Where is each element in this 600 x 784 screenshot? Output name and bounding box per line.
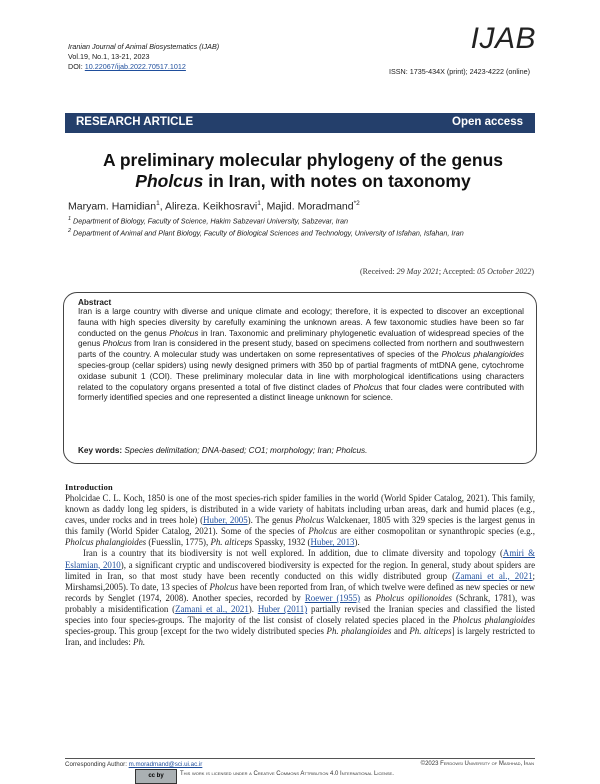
article-banner — [65, 113, 535, 133]
copyright: ©2023 Ferdowsi University of Mashhad, Iran — [420, 761, 534, 767]
corresponding-author — [65, 761, 202, 768]
title-line-1: A preliminary molecular phylogeny of the genus — [103, 150, 503, 170]
issn: ISSN: 1735-434X (print); 2423-4222 (online) — [388, 67, 530, 76]
abstract-heading: Abstract — [78, 298, 112, 307]
citation-link[interactable]: Zamani et al., 2021 — [175, 603, 249, 614]
p2-e: as — [360, 592, 376, 603]
p2-h: partially revised the Iranian species and classified the listed species into four species-groups. The majority of the list consist of closely related species placed in the — [65, 603, 535, 626]
title-genus: Pholcus — [135, 171, 204, 191]
p1-b: ). The genus — [247, 515, 296, 526]
corr-label: Corresponding Author: — [65, 761, 129, 768]
intro-paragraph-1 — [65, 493, 535, 548]
author-1: Maryam. Hamidian — [68, 200, 157, 213]
keywords-label: Key words: — [78, 446, 123, 455]
p2-d: have been reported from Iran, of which twelve were defined as new species or new records by Senglet (1974, 2008). Another species, recorded by — [65, 581, 535, 603]
doi-line — [68, 62, 186, 71]
keywords-text: Species delimitation; DNA-based; CO1; morphology; Iran; Pholcus. — [122, 446, 368, 455]
p2-f: (Schrank, 1781), was probably a misidentification ( — [65, 592, 535, 614]
doi-label: DOI: — [68, 62, 83, 71]
affiliation-2-text: Department of Animal and Plant Biology, Faculty of Biological Sciences and Technology, University of Isfahan, Isfahan, Iran — [71, 228, 464, 238]
journal-name: Iranian Journal of Animal Biosystematics (IJAB) — [68, 42, 220, 51]
p2-it4: Ph. phalangioides — [326, 626, 392, 637]
abstract-s4: species-group (cellar spiders) using newly designed primers with 350 bp of partial fragments of mtDNA gene, cytochrome oxidase subunit 1 (COI). These preliminary molecular data in line with morphological identifications using characters related to the copulatory organs presented a total of five distinct clades of — [78, 360, 524, 392]
author-3: , Majid. Moradmand — [260, 200, 354, 213]
cc-license-badge[interactable]: cc by — [135, 769, 177, 784]
p1-it3: Pholcus phalangioides — [65, 537, 147, 548]
p2-g: ). — [248, 603, 258, 614]
title-line-2 — [68, 171, 538, 192]
abstract-s1: Iran is a large country with diverse and unique climate and ecology; therefore, it is expected to discover an exceptional fauna with high species diversity by carefully examining the unknown areas. A few taxonomic studies have been so far conducted on the genus — [78, 307, 524, 338]
abstract-text — [78, 307, 524, 404]
article-type: RESEARCH ARTICLE — [76, 116, 194, 128]
open-access-label: Open access — [452, 116, 523, 128]
citation-link[interactable]: Zamani et al., 2021 — [455, 570, 533, 581]
p1-it4: Ph. alticeps — [210, 537, 253, 548]
citation-link[interactable]: Amiri & Eslamian, 2010 — [65, 548, 535, 570]
abstract-s3-it: Pholcus phalangioides — [441, 350, 525, 360]
p2-it3: Pholcus phalangioides — [452, 615, 535, 626]
p2-it5: Ph. alticeps — [409, 626, 452, 637]
p2-i: species-group. This group [except for the two widely distributed species — [65, 626, 327, 637]
author-2: , Alireza. Keikhosravi — [159, 200, 258, 213]
abstract-s4-it: Pholcus — [353, 382, 383, 392]
p2-a: Iran is a country that its biodiversity is not well explored. In addition, due to climate diversity and topology ( — [83, 548, 503, 559]
affiliation-1-sup: 1 — [68, 216, 72, 222]
abstract-s3: from Iran is considered in the present study, based on specimens collected from northern and southwestern parts of the country. A molecular study was undertaken on some representatives of species of the — [78, 339, 524, 360]
author-list — [68, 200, 360, 213]
affiliation-1 — [68, 215, 538, 226]
abstract-s5: that four clades were contributed with formerly identified species and one represented a distinct lineage unknown for science. — [78, 382, 524, 403]
p2-c: ; Mirshamsi,2005). To date, 13 species of — [65, 570, 535, 592]
affiliation-2-sup: 2 — [68, 228, 72, 234]
abstract-s2-it: Pholcus — [102, 339, 132, 349]
footer-divider — [65, 758, 535, 759]
article-title — [68, 150, 538, 192]
author-2-sup: 1 — [257, 200, 261, 207]
affiliation-1-text: Department of Biology, Faculty of Science, Hakim Sabzevari University, Sabzevar, Iran — [71, 216, 349, 226]
received-accepted-dates — [360, 267, 534, 276]
p2-it1: Pholcus — [209, 581, 239, 592]
dates-close: ) — [531, 267, 534, 276]
abstract-s1-it: Pholcus — [169, 328, 199, 338]
author-1-sup: 1 — [156, 200, 160, 207]
doi-link[interactable]: 10.22067/ijab.2022.70517.1012 — [84, 62, 186, 71]
volume-line: Vol.19, No.1, 13-21, 2023 — [68, 52, 150, 61]
intro-heading: Introduction — [65, 483, 113, 492]
citation-link[interactable]: Huber, 2005 — [203, 515, 248, 526]
accepted-date: 05 October 2022 — [477, 267, 532, 276]
abstract-s2: in Iran. Taxonomic and preliminary phylogenetic evaluation of widespread species of the genus — [78, 328, 524, 349]
p2-b: ), a significant cryptic and undiscovered biodiversity is expected for the region. In general, study about spiders are limited in Iran, so that most study have been recently conducted on this widly distributed group ( — [65, 559, 536, 581]
p2-it6: Ph. — [133, 637, 146, 648]
license-text: This work is licensed under a Creative Commons Attribution 4.0 International License. — [180, 771, 394, 777]
p2-it2: Pholcus opilionoides — [375, 592, 452, 603]
p2-k: ] is largely restricted to Iran, and includes: — [65, 626, 535, 648]
intro-body — [65, 493, 535, 648]
p1-g: ). — [354, 537, 360, 548]
accepted-label: ; Accepted: — [438, 267, 478, 276]
affiliation-2 — [68, 227, 538, 238]
keywords — [78, 446, 524, 455]
p1-it1: Pholcus — [295, 515, 324, 526]
author-3-sup: *2 — [353, 200, 360, 207]
journal-logo: IJAB — [470, 22, 536, 55]
title-line-2-rest: in Iran, with notes on taxonomy — [203, 171, 471, 191]
citation-link[interactable]: Huber (2011) — [257, 603, 308, 614]
p1-e: (Fuesslin, 1775), — [146, 537, 211, 548]
received-date: 29 May 2021 — [396, 267, 439, 276]
p1-d: are either cosmopolitan or synanthropic species (e.g., — [336, 526, 535, 537]
p2-j: and — [391, 626, 410, 637]
corr-email-link[interactable]: m.moradmand@sci.ui.ac.ir — [128, 761, 203, 768]
intro-paragraph-2 — [65, 548, 535, 648]
p1-f: Spassky, 1932 ( — [252, 537, 311, 548]
citation-link[interactable]: Roewer (1955) — [304, 592, 361, 603]
p1-it2: Pholcus — [308, 526, 337, 537]
p1-c: Walckenaer, 1805 with 329 species is the largest genus in this family (World Spider Catalog, 2021). Some of the species of — [65, 515, 535, 537]
citation-link[interactable]: Huber, 2013 — [310, 537, 355, 548]
p1-a: Pholcidae C. L. Koch, 1850 is one of the most species-rich spider families in the world (World Spider Catalog, 2021). This family, known as daddy long leg spiders, is distributed in a wide variety of habitats including urban areas, dark and humid places (e.g., caves, under rocks and in trees hole) ( — [65, 493, 535, 526]
received-label: (Received: — [360, 267, 397, 276]
